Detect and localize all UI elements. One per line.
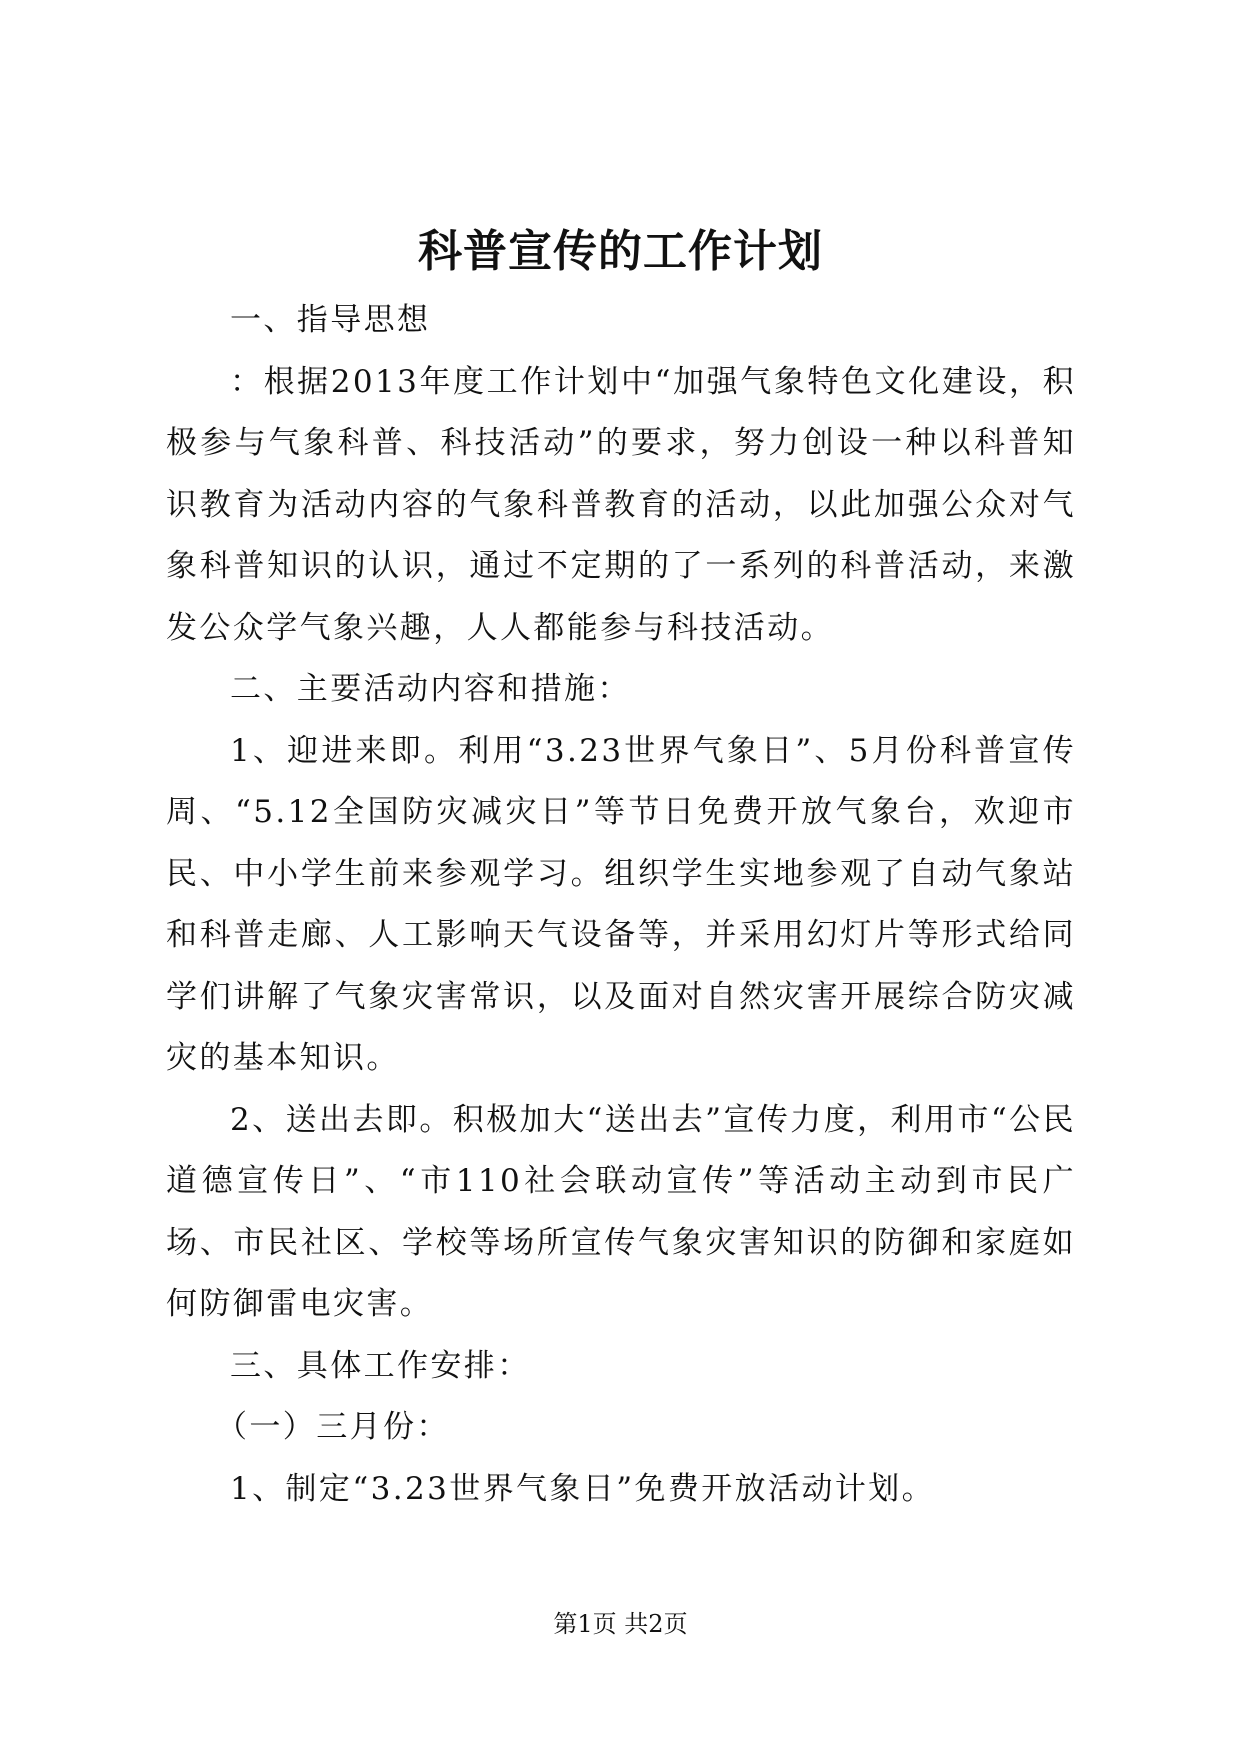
body-paragraph: 1、迎进来即。利用“3.23世界气象日”、5月份科普宣传周、“5.12全国防灾减灾日”等节日免费开放气象台，欢迎市民、中小学生前来参观学习。组织学生实地参观了自动气象站和科普走廊、人工影响天气设备等，并采用幻灯片等形式给同学们讲解了气象灾害常识，以及面对自然灾害开展综合防灾减灾的基本知识。	[166, 732, 1076, 1076]
body-paragraph: 2、送出去即。积极加大“送出去”宣传力度，利用市“公民道德宣传日”、“市110社会联动宣传”等活动主动到市民广场、市民社区、学校等场所宣传气象灾害知识的防御和家庭如何防御雷电灾害。	[166, 1101, 1076, 1322]
page-title: 科普宣传的工作计划	[418, 226, 823, 277]
document-body	[166, 290, 1076, 1520]
subsection-heading: （一）三月份：	[216, 1409, 450, 1445]
section-heading: 三、具体工作安排：	[230, 1347, 531, 1384]
page-number-footer: 第1页 共2页	[553, 1610, 688, 1638]
body-paragraph: ：根据2013年度工作计划中“加强气象特色文化建设，积极参与气象科普、科技活动”的要求，努力创设一种以科普知识教育为活动内容的气象科普教育的活动，以此加强公众对气象科普知识的认识，通过不定期的了一系列的科普活动，来激发公众学气象兴趣，人人都能参与科技活动。	[166, 363, 1076, 646]
section-heading: 二、主要活动内容和措施：	[230, 671, 631, 707]
section-heading: 一、指导思想	[230, 302, 431, 338]
body-paragraph: 1、制定“3.23世界气象日”免费开放活动计划。	[230, 1470, 936, 1507]
